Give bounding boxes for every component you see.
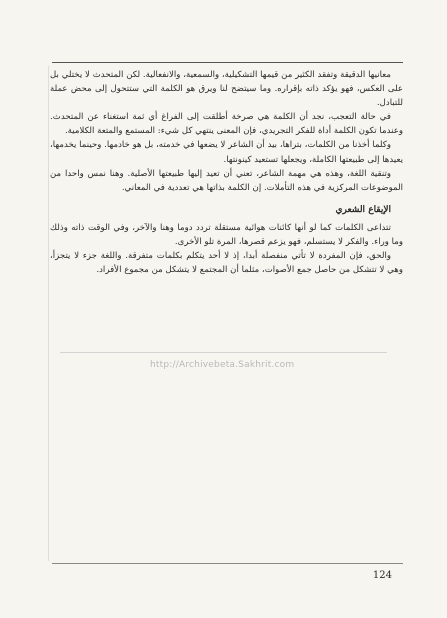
paragraph: تتداعى الكلمات كما لو أنها كائنات هوائية مستقلة تردد دوما وهنا والآخر، وفي الوقت ذاته وذلك وما وراء. والفكر لا يستسلم، فهو يزعم قصرها، المرة تلو الأخرى. [50,222,403,248]
paragraph: وتنقية اللغة، وهذه هي مهمة الشاعر، تعني أن تعيد إليها طبيعتها الأصلية. وهنا نمس واحدا من الموضوعات المركزية في هذه التأملات. إن الكلمة بذاتها هي تعددية في المعاني. [50,168,403,193]
page-number: 124 [372,570,392,581]
paragraph: وكلما أخذنا من الكلمات، بتراها، بيد أن الشاعر لا يضعها في خدمته، بل هو خادمها. وحينما يخدمها، يعيدها إلى طبيعتها الكاملة، ويجعلها تستعيد كينونتها. [50,140,403,165]
gutter-line [48,66,49,561]
section-title: الإيقاع الشعري [335,204,391,215]
watermark-rule [60,352,387,353]
top-rule [52,62,403,63]
body-text [50,68,403,277]
bottom-rule [52,563,403,564]
paragraph: والحق، فإن المفردة لا تأتي منفصلة أبدا، إذ لا أحد يتكلم بكلمات متفرقة. واللغة جزء لا يتجزأ، وهي لا تتشكل من حاصل جمع الأصوات، مثلما أن المجتمع لا يتشكل من مجموع الأفراد. [50,251,403,276]
archive-watermark: http://Archivebeta.Sakhrit.com [150,360,295,370]
paragraph: في حالة التعجب، نجد أن الكلمة هي صرخة أطلقت إلى الفراغ أي ثمة استغناء عن المتحدث. وعندما تكون الكلمة أداة للفكر التجريدي، فإن المعنى ينتهي كل شيء: المستمع والمتعة الكلامية. [50,112,403,137]
paragraph: معانيها الدقيقة وتفقد الكثير من قيمها التشكيلية، والسمعية، والانفعالية. لكن المتحدث لا يختلي بل على العكس، فهو يؤكد ذاته بإقراره. وما سيتضح لنا ويرق هو الكلمة التي ستتحول إلى محض عملة للتبادل. [50,70,403,109]
